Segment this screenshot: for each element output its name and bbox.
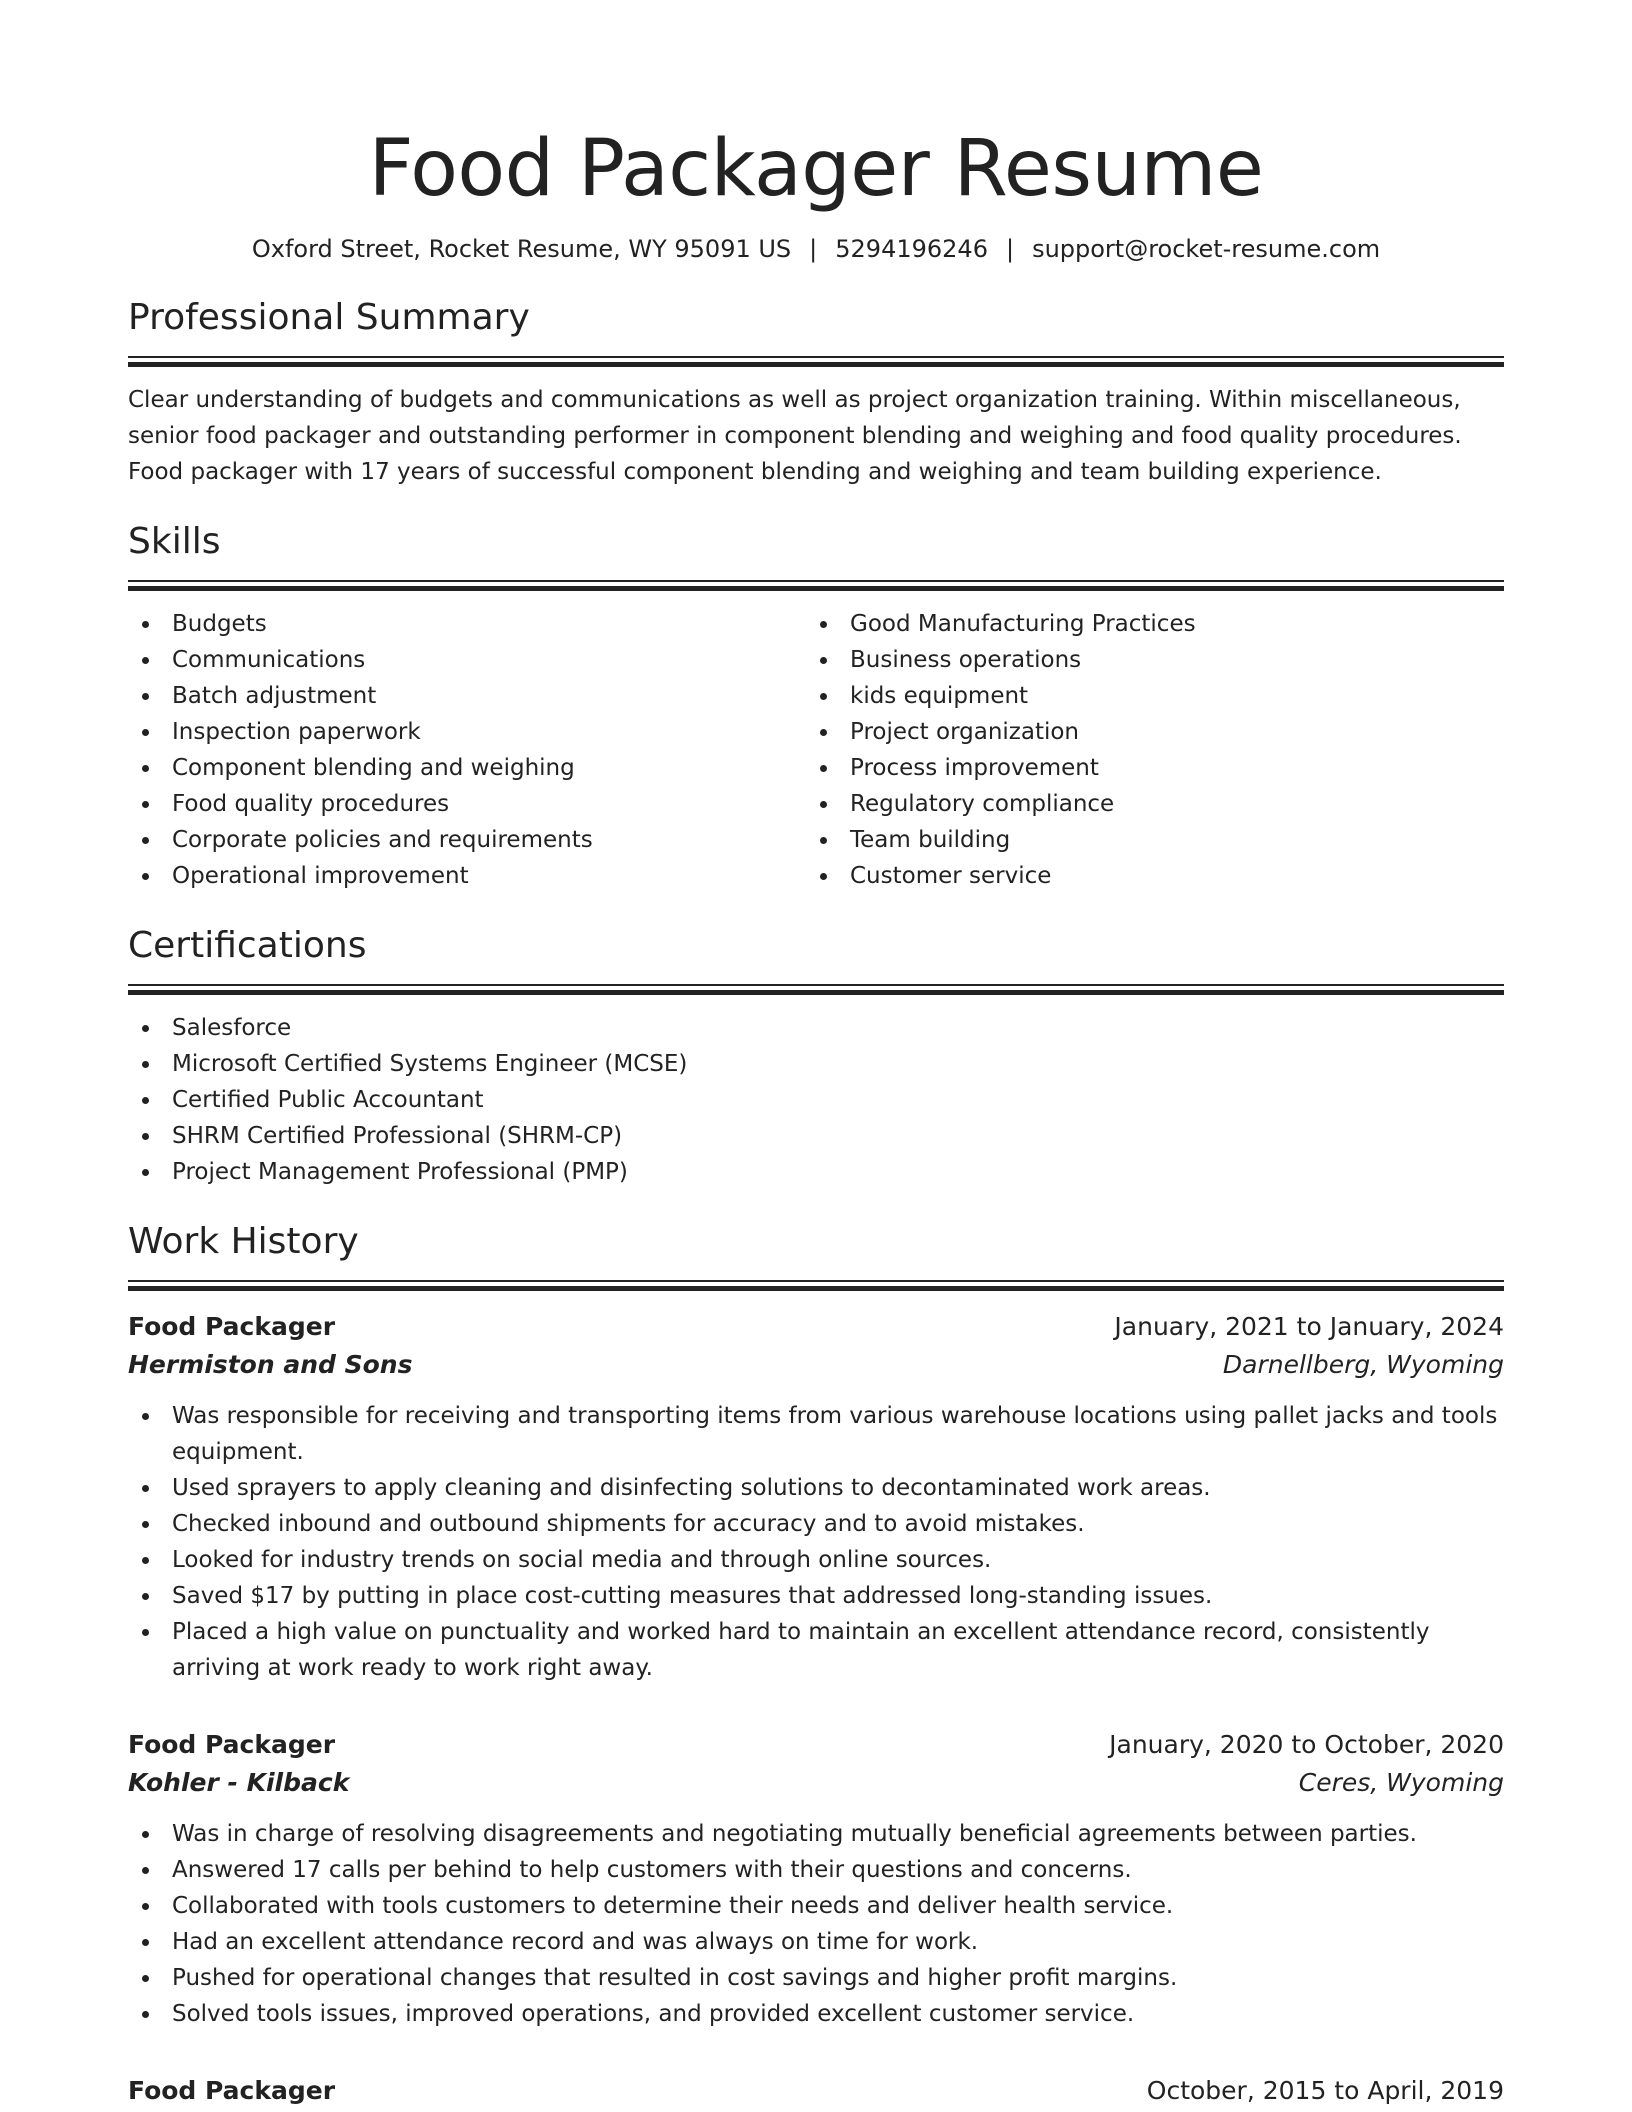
skill-item: Business operations xyxy=(806,642,1484,678)
section-divider xyxy=(128,984,1504,994)
duty-item: Checked inbound and outbound shipments for accuracy and to avoid mistakes. xyxy=(128,1506,1504,1542)
section-divider xyxy=(128,1280,1504,1290)
email-link[interactable]: support@rocket-resume.com xyxy=(1032,235,1381,263)
job-entry xyxy=(128,1308,1504,1686)
skills-columns xyxy=(128,606,1504,894)
section-title: Skills xyxy=(128,521,221,562)
skill-item: Inspection paperwork xyxy=(128,714,806,750)
resume-page xyxy=(128,0,1504,2110)
certification-item: Project Management Professional (PMP) xyxy=(128,1154,1504,1190)
duty-item: Placed a high value on punctuality and worked hard to maintain an excellent attendance record, consistently arriving at work ready to work right away. xyxy=(128,1614,1504,1686)
address-text: Oxford Street, Rocket Resume, WY 95091 US xyxy=(251,235,792,263)
job-location: Ceres, Wyoming xyxy=(1298,1768,1504,1797)
skill-item: Operational improvement xyxy=(128,858,806,894)
certification-item: Salesforce xyxy=(128,1010,1504,1046)
skill-item: Batch adjustment xyxy=(128,678,806,714)
company-name: Hermiston and Sons xyxy=(128,1350,413,1379)
job-entry xyxy=(128,2072,1504,2110)
certification-item: Microsoft Certified Systems Engineer (MCSE) xyxy=(128,1046,1504,1082)
duty-item: Had an excellent attendance record and was always on time for work. xyxy=(128,1924,1504,1960)
contact-line xyxy=(128,232,1504,266)
phone-text: 5294196246 xyxy=(835,235,988,263)
summary-section xyxy=(128,294,1504,490)
skill-item: Regulatory compliance xyxy=(806,786,1484,822)
duty-item: Saved $17 by putting in place cost-cutting measures that addressed long-standing issues. xyxy=(128,1578,1504,1614)
job-header-row xyxy=(128,2072,1504,2110)
skills-section xyxy=(128,518,1504,894)
skill-item: Team building xyxy=(806,822,1484,858)
duty-item: Looked for industry trends on social media and through online sources. xyxy=(128,1542,1504,1578)
section-divider xyxy=(128,580,1504,590)
job-company-row xyxy=(128,1764,1504,1802)
job-company-row xyxy=(128,1346,1504,1384)
certification-item: Certified Public Accountant xyxy=(128,1082,1504,1118)
job-header-row xyxy=(128,1308,1504,1346)
separator: | xyxy=(809,235,818,263)
duty-item: Answered 17 calls per behind to help customers with their questions and concerns. xyxy=(128,1852,1504,1888)
duties-list xyxy=(128,1816,1504,2032)
company-name: Kohler - Kilback xyxy=(128,1768,350,1797)
work-history-section xyxy=(128,1218,1504,2110)
skill-item: Communications xyxy=(128,642,806,678)
duty-item: Pushed for operational changes that resulted in cost savings and higher profit margins. xyxy=(128,1960,1504,1996)
job-title: Food Packager xyxy=(128,1312,336,1341)
skill-item: Project organization xyxy=(806,714,1484,750)
resume-title: Food Packager Resume xyxy=(368,124,1264,214)
skill-item: Customer service xyxy=(806,858,1484,894)
certifications-list xyxy=(128,1010,1504,1190)
duty-item: Was in charge of resolving disagreements and negotiating mutually beneficial agreements between parties. xyxy=(128,1816,1504,1852)
job-entry xyxy=(128,1726,1504,2032)
skill-item: Budgets xyxy=(128,606,806,642)
job-dates: January, 2020 to October, 2020 xyxy=(1109,1730,1504,1759)
duties-list xyxy=(128,1398,1504,1686)
job-header-row xyxy=(128,1726,1504,1764)
skill-item: Corporate policies and requirements xyxy=(128,822,806,858)
duty-item: Solved tools issues, improved operations, and provided excellent customer service. xyxy=(128,1996,1504,2032)
skill-item: Food quality procedures xyxy=(128,786,806,822)
section-title: Professional Summary xyxy=(128,297,530,338)
duty-item: Used sprayers to apply cleaning and disinfecting solutions to decontaminated work areas. xyxy=(128,1470,1504,1506)
skill-item: Good Manufacturing Practices xyxy=(806,606,1484,642)
duty-item: Collaborated with tools customers to determine their needs and deliver health service. xyxy=(128,1888,1504,1924)
certifications-section xyxy=(128,922,1504,1190)
section-divider xyxy=(128,356,1504,366)
job-location: Darnellberg, Wyoming xyxy=(1222,1350,1504,1379)
job-title: Food Packager xyxy=(128,2076,336,2105)
skill-item: Process improvement xyxy=(806,750,1484,786)
skills-right-list xyxy=(806,606,1484,894)
skills-left-list xyxy=(128,606,806,894)
job-title: Food Packager xyxy=(128,1730,336,1759)
job-dates: January, 2021 to January, 2024 xyxy=(1114,1312,1504,1341)
summary-text: Clear understanding of budgets and communications as well as project organization training. Within miscellaneous, senior food packager and outstanding performer in component blending and weighing and food quality procedures. Food packager with 17 years of successful component blending and weighing and team building experience. xyxy=(128,387,1462,485)
certification-item: SHRM Certified Professional (SHRM-CP) xyxy=(128,1118,1504,1154)
job-dates: October, 2015 to April, 2019 xyxy=(1146,2076,1504,2105)
skill-item: Component blending and weighing xyxy=(128,750,806,786)
separator: | xyxy=(1005,235,1015,263)
duty-item: Was responsible for receiving and transporting items from various warehouse locations using pallet jacks and tools equipment. xyxy=(128,1398,1504,1470)
section-title: Certifications xyxy=(128,925,367,966)
skill-item: kids equipment xyxy=(806,678,1484,714)
section-title: Work History xyxy=(128,1221,359,1262)
